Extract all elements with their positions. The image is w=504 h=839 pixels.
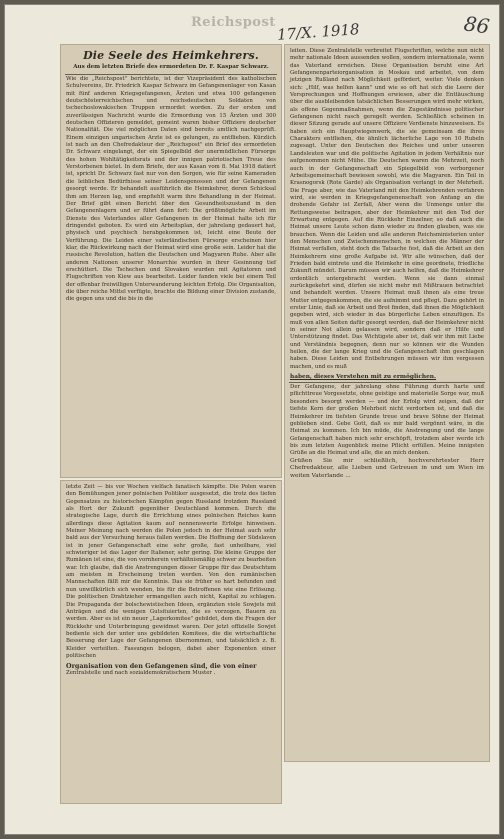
article-subhead: Aus dem letzten Briefe des ermordeten Dr. F. Kaspar Schwarz. xyxy=(73,64,269,70)
handwritten-date: 17/X. 1918 xyxy=(276,20,361,44)
clipping-right xyxy=(284,44,490,762)
bold-phrase: Organisation von den Gefangenen sind, die von einer xyxy=(66,662,257,671)
article-body-part-4: Der Gefangene, der jahrelang ohne Führung durch harte und pflichttreue Vorgesetzte, ohne geistige und materielle Sorge war, muß besonders besorgt werden — und der Erfolg wird zeigen, daß der tiefste Kern der großen Mehrheit nicht verdorben ist, und daß die Heimkehrer im tiefsten Grunde treue und brave Söhne der Heimat geblieben sind. Gebe Gott, daß es mir bald vergönnt wäre, in die Heimat zu kommen. Ich bin müde, die Anstrengung und die lange Gefangenschaft haben mich sehr erschöpft, trotzdem aber werde ich bis zum letzten Augenblick meine Pflicht erfüllen. Meine innigsten Grüße an die Heimat und alle, die an mich denken. xyxy=(290,384,484,457)
article-closing: Grüßen Sie mir schließlich, hochverehrtester Herr Chefredakteur, alle Lieben und Getreuen in und um Wien im weiten Vaterlande ... xyxy=(290,457,484,479)
underlined-phrase: haben, dieses Verstehen mit zu ermöglichen. xyxy=(290,374,437,381)
clipping-left-top xyxy=(60,44,282,478)
article-body-part-2: letzte Zeit — bis vor Wochen vielfach fanatisch kämpfte. Die Polen waren den Bemühungen jener polnischen Politiker ausgesetzt, die trotz des tiefen Gegensatzes zu historischen Kämpfen gegen Russland trotzdem Russland als Hort der Zukunft gegenüber Deutschland kommen. Durch die strategische Lage, durch die Errichtung eines polnischen Reiches kann allerdings diese Agitation kaum auf nennenswerte Erfolge hinweisen. Meiner Meinung nach werden die Polen jedoch in der Heimat auch sehr bald aus der Versuchung heraus fallen werden. Die Hoffnung der Südslaven ist in jener Gefangenschaft eine sehr große, fast unheilbare, viel schwieriger ist das Lager der Italiener, sehr gering. Die kleine Gruppe der Rumänen ist eine, die von vornherein verhältnismäßig schwer zu bearbeiten war. Ich glaube, daß die Anstrengungen dieser Gruppe für das Deutschtum am meisten in Erscheinung treten werden. Von den rumänischen Mannschaften fällt mir die Kenntnis. Das sie früher so hart befunden und nun unwillkürlich sich wenden, bis für die Betroffenen wie eine Erlösung. Die politischen Drahtzieher ermangelten auch nicht, Kapital zu schlagen. Die Propaganda der bolschewistischen Ideen, ergänzten viele Sowjets mit Anträgen und die wenigen Gutsituierten, die es vorzogen, Bauern zu werden. Aber es ist ein neuer „Lagerkomitee" gebildet, dem die Fragen der Rückkehr und Unterbringung gewidmet waren. Der jetzt offizielle Sowjet bediente sich der unter uns gebildeten Komitees, die die wirtschaftliche Besserung der Lage der Gefangenen übernommen, und tatsächlich z. B. Kleider verteilten. Fassungen belogen, dabei aber Exponenten einer politischen xyxy=(66,484,276,659)
divider xyxy=(65,74,277,75)
article-body-part-3: leiten. Diese Zentralstelle verbreitet Flugschriften, welche nun nicht mehr nationale Ideen aussenden wollen, sondern internationale, wenn das Vaterland erreichen. Diese Organisation beruht eine Art Gefangenenparteiorganisation in Moskau und arbeitet, von dem jetzigen Rußland nach Möglichkeit gefördert, weiter. Viele denken sich: „Hilf, was helfen kann" und wie so oft hat sich die Leere der Versprechungen und Hoffnungen erwiesen, aber die Enttäuschung über die ausbleibenden tatsächlichen Besserungen wird mehr wirken, als offene Gegenmaßnahmen, wenn die Zugeständnisse politischer Gefangenen nicht rasch geregelt werden. Schließlich scheinen in dieser Sitzung gerade auf unsere Offiziere Verdienste hinzuweisen. Es haben sich ein Hauptwiegenwerk, die sie gemeinsam die ihres Charakters entfliehen, die ähnlich lächerliche Lage von 10 Rubeln zugesagt. Unter den Deutschen des Reiches und unter unseren Landsleuten war und die politische Agitation in jedem Verhältnis nur aufgenommen nicht Mühe. Die Deutschen waren die Mehrzeit, noch auch in der Gefangenschaft ein Spiegelbild von verborgener Arbeitsgemeinschaft bewiesen sowohl, wie die Magyaren. Ein Teil in Krasnogorsk (Rote Garde) als Organisation verlangt in der Mehrheit. Die Frage aber, wie das Vaterland mit den Heimkehrenden verfahren wird, sie werden in Kriegsgefangenenschaft von Anfang an die drohende Gefahr ist Zerfall, Aber wenn die Unmenge unter die Rettungsweise beitragen, aber der Heimkehrer mit den Tod der Erwartung entgegen. Auf die Rückkehr Einzelner, so daß auch die Heimat unsere Leute schon dann wieder zu finden glauben, was sie brauchen. Wenn die Leiden und alle anderen Reichsministerien unter den Menschen und Zwischenmenschen, in welchen die Männer der Heimat verfallen, steht doch die Tatsache fest, daß die Arbeit an den Heimkehrern eine große Aufgabe ist. Wir alle wünschen, daß der Frieden bald eintrete und die Heimkehr in eine geordnete, friedliche Zukunft mündet. Darum müssen wir auch helfen, daß die Heimkehrer ordentlich untergebracht werden. Wenn sie dann einmal zurückgekehrt sind, dürfen sie nicht mehr mit Mißtrauen betrachtet und behandelt werden. Unsere Heimat muß ihnen als eine treue Mutter entgegenkommen, die sie aufnimmt und pflegt. Dazu gehört in erster Linie, daß sie Arbeit und Brot finden, daß ihnen die Möglichkeit gegeben wird, sich wieder in das bürgerliche Leben einzufügen. Es muß von allen Seiten dafür gesorgt werden, daß der Heimkehrer nicht in seiner Not allein gelassen wird, sondern daß er Hilfe und Unterstützung findet. Das Wichtigste aber ist, daß wir ihm mit Liebe und Verständnis begegnen, denn nur so können wir die Wunden heilen, die der lange Krieg und die Gefangenschaft ihm geschlagen haben. Diese Leiden und Entbehrungen müssen wir ihm vergessen machen, und es muß xyxy=(290,48,484,370)
article-body-last-line: Zentralstelle und nach sozialdemokratischem Muster . xyxy=(66,670,216,677)
handwritten-page-number: 86 xyxy=(462,11,491,39)
masthead: Reichspost xyxy=(191,15,276,30)
article-headline: Die Seele des Heimkehrers. xyxy=(83,49,259,62)
divider xyxy=(289,382,485,383)
article-body-part-1: Wie die „Reichspost" berichtete, ist der Vizepräsident des katholischen Schulvereins, Dr. Friedrich Kaspar Schwarz im Gefangenenlager von Kasan mit fünf anderen Kriegsgefangenen, Ärzten und etwa 100 gefangenen deutschösterreichischen und reichsdeutschen Soldaten von tschechoslowakischen Truppen ermordet worden. Zu der ersten und zuverlässigen Nachricht wurde die Ermordung von 15 Ärzten und 300 deutschen Offizieren gemeldet, gemeint waren bisher Offiziere deutscher Nationalität. Die viel möglichen Daten sind bereits amtlich nachgeprüft. Einem einzigen ungarischen Arzte ist es gelungen, zu entfliehen. Kürzlich ist nach an den Chefredakteur der „Reichspost" ein Brief des ermordeten Dr. Schwarz eingelangt, der ein Spiegelbild der unermüdlichen Fürsorge des hohen Wohltätigkeitsrats und der innigen patriotischen Treue des Verstorbenen bietet. In dem Briefe, der aus Kasan vom 8. Mai 1918 datiert ist, spricht Dr. Schwarz fast nur von den Sorgen, wie für seine Kameraden die leiblichen Bedürfnisse seiner Leidensgenossen und der Gefangenen gesorgt werde. Er behandelt ausführlich die Heimkehrer, deren Schicksal ihm am Herzen lag, und empfiehlt warm ihre Behandlung in der Heimat. Der Brief gibt einen Bericht über den Gesundheitszustand in den Gefangenenlagern und er führt dann fort: Die größtmögliche Arbeit im Dienste des Vaterlandes aller Gefangenen in der Heimat halte ich für dringendst geboten. Es wird ein Arbeitsplan, der jahrelang gedauert hat, physisch und psychisch herabgekommen ist, leicht eine Beute der Verführung. Die Leiden einer vaterländischen Fürsorge erscheinen hier klar, die Rückwirkung nach der Heimat wird eine große sein. Leider hat die russische Revolution, hatten die Deutschen und Magyaren Ruhe. Aber alle anderen Nationen unserer Monarchie wurden in ihrer Gesinnung tief erschüttert. Die Tschechen und Slovaken wurden mit Agitatoren und Flugschriften von Kiew aus bearbeitet. Leider fanden viele bei einem Teil der offenbar freiwilligen Unterwanderung leichten Erfolg. Die Organisation, die über reiche Mittel verfügte, brachte die Bildung einer Division zustande, die gegen uns und die bis in die xyxy=(66,76,276,303)
clipping-left-bottom xyxy=(60,480,282,804)
